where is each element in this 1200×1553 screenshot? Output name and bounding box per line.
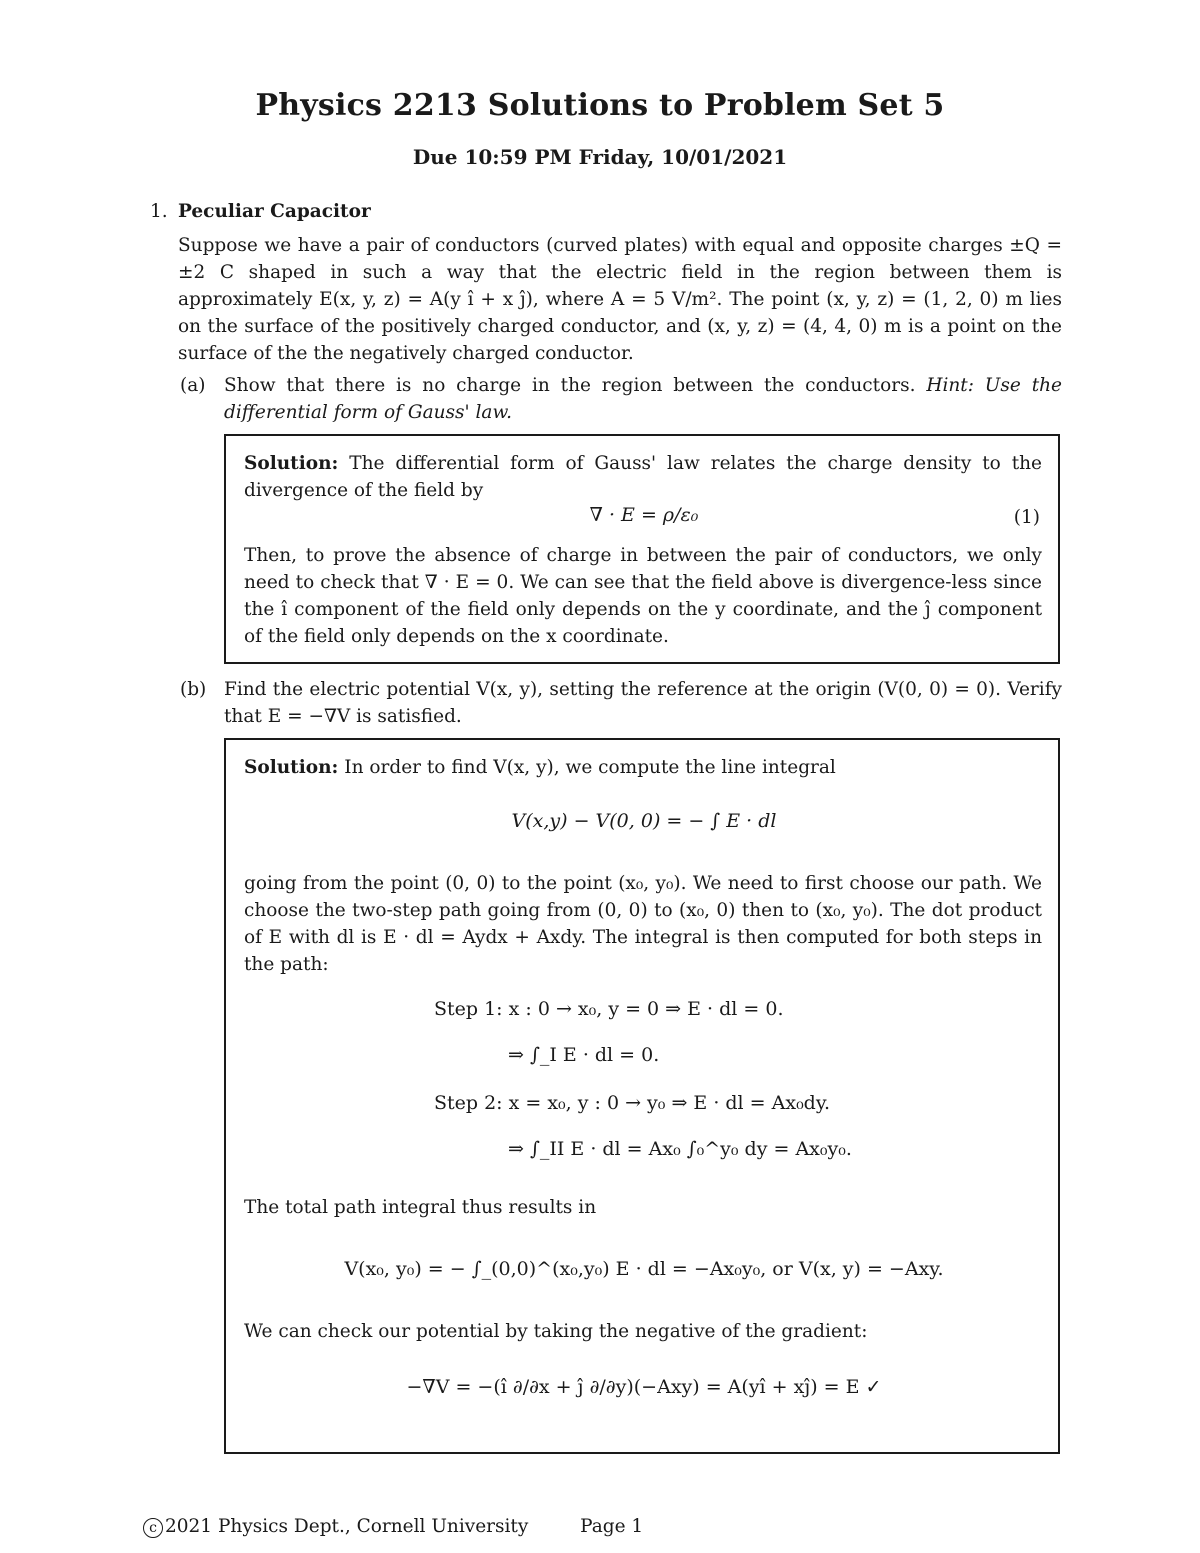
step2-equation: Step 2: x = x₀, y : 0 → y₀ ⇒ E · dl = Ax₀dy. [434, 1092, 831, 1114]
copyright-text: 2021 Physics Dept., Cornell University [165, 1516, 529, 1537]
step1-result: ⇒ ∫_I E · dl = 0. [508, 1044, 660, 1066]
page-number: Page 1 [580, 1516, 644, 1537]
part-a-label: (a) [180, 375, 206, 396]
solution-b-label: Solution: [244, 757, 339, 778]
part-a-hint: Hint: Use the differential form of Gauss' law. [224, 375, 1062, 423]
problem-number: 1. [150, 201, 168, 222]
solution-box-b [224, 738, 1060, 1454]
gauss-law-equation: ∇ · E = ρ/ε₀ [589, 504, 699, 526]
part-b-label: (b) [180, 679, 207, 700]
solution-a-intro [244, 450, 1042, 504]
line-integral-equation: V(x,y) − V(0, 0) = − ∫ E · dl [511, 810, 777, 832]
gradient-equation: −∇V = −(î ∂/∂x + ĵ ∂/∂y)(−Axy) = A(yî + xĵ) = E ✓ [406, 1376, 882, 1398]
part-a-question [224, 372, 1062, 426]
step2-result: ⇒ ∫_II E · dl = Ax₀ ∫₀^y₀ dy = Ax₀y₀. [508, 1138, 852, 1160]
part-b-question: Find the electric potential V(x, y), setting the reference at the origin (V(0, 0) = 0). Verify that E = −∇V is satisfied. [224, 679, 1062, 727]
solution-box-a [224, 434, 1060, 664]
total-integral-equation: V(x₀, y₀) = − ∫_(0,0)^(x₀,y₀) E · dl = −Ax₀y₀, or V(x, y) = −Axy. [344, 1258, 944, 1280]
due-date: Due 10:59 PM Friday, 10/01/2021 [412, 145, 788, 169]
problem-intro: Suppose we have a pair of conductors (curved plates) with equal and opposite charges ±Q = ±2 C shaped in such a way that the electric field in the region between them is approximately E(x, y, z) = A(y î + x ĵ), where A = 5 V/m². The point (x, y, z) = (1, 2, 0) m lies on the surface of the positively charged conductor, and (x, y, z) = (4, 4, 0) m is a point on the surface of the the negatively charged conductor. [178, 235, 1062, 364]
gradient-check-text: We can check our potential by taking the negative of the gradient: [244, 1321, 868, 1342]
solution-a-label: Solution: [244, 453, 339, 474]
total-path-text: The total path integral thus results in [244, 1197, 597, 1218]
page-footer [143, 1516, 643, 1538]
copyright-icon: c [143, 1518, 163, 1538]
solution-b-intro [244, 754, 1042, 781]
part-a-question-text: Show that there is no charge in the region between the conductors. [224, 375, 916, 396]
page-title: Physics 2213 Solutions to Problem Set 5 [255, 88, 945, 123]
solution-a-conclusion: Then, to prove the absence of charge in between the pair of conductors, we only need to check that ∇ · E = 0. We can see that the field above is divergence-less since the î component of the field only depends on the y coordinate, and the ĵ component of the field only depends on the x coordinate. [244, 545, 1042, 647]
step1-equation: Step 1: x : 0 → x₀, y = 0 ⇒ E · dl = 0. [434, 998, 784, 1020]
problem-heading: Peculiar Capacitor [178, 201, 371, 222]
solution-a-text: The differential form of Gauss' law relates the charge density to the divergence of the field by [244, 453, 1042, 501]
solution-b-text: In order to find V(x, y), we compute the line integral [344, 757, 836, 778]
path-description: going from the point (0, 0) to the point (x₀, y₀). We need to first choose our path. We choose the two-step path going from (0, 0) to (x₀, 0) then to (x₀, y₀). The dot product of E with dl is E · dl = Aydx + Axdy. The integral is then computed for both steps in the path: [244, 873, 1042, 975]
equation-number: (1) [1013, 507, 1040, 528]
